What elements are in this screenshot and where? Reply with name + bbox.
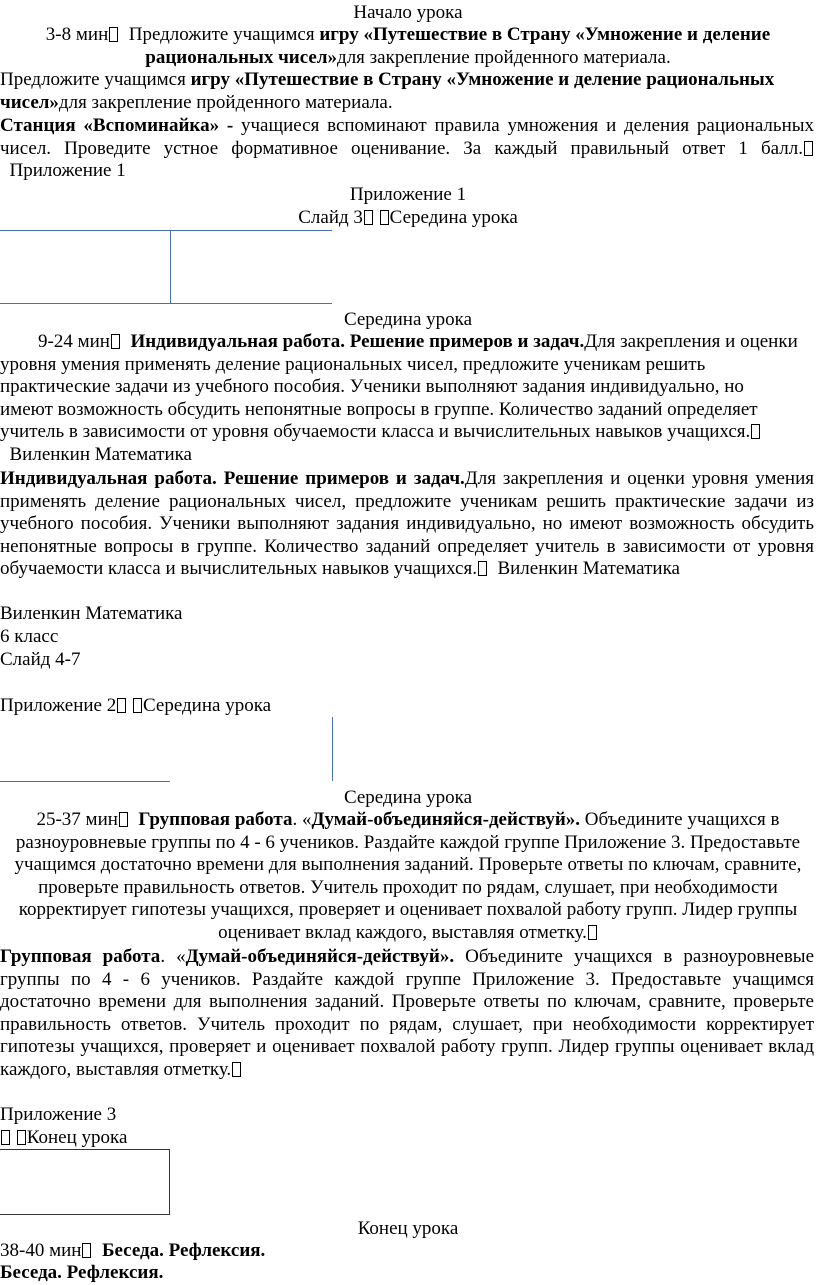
table-rule	[0, 303, 332, 304]
mid2-detail: Групповая работа. «Думай-объединяйся-действуй». Объедините учащихся в разноуровневые группы по 4 - 6 учеников. Раздайте каждой группе Приложение 3. Предоставьте учащимся достаточно времени для выполнения заданий. Проверьте ответы по ключам, сравните, проверьте правильность ответов. Учитель проходит по рядам, слушает, при необходимости корректирует гипотезы учащихся, проверяет и оценивает похвалой работу групп. Лидер группы оценивает вклад каждого, выставляя отметку.	[0, 946, 815, 1080]
placeholder-glyph-icon	[588, 925, 597, 940]
placeholder-glyph-icon	[804, 141, 813, 156]
end-summary: 38-40 мин Беседа. Рефлексия.	[0, 1240, 266, 1261]
start-detail: Предложите учащимся игру «Путешествие в Страну «Умножение и деление рациональных чисел»для закрепление пройденного материала.	[0, 69, 775, 113]
slides-line: Слайд 4-7	[0, 649, 81, 670]
placeholder-glyph-icon	[117, 698, 126, 713]
placeholder-glyph-icon	[82, 1243, 91, 1258]
placeholder-glyph-icon	[751, 424, 760, 439]
grade-line: 6 класс	[0, 626, 59, 647]
placeholder-glyph-icon	[380, 210, 389, 225]
table-rule	[0, 781, 170, 782]
start-summary: 3-8 мин Предложите учащимся игру «Путешествие в Страну «Умножение и деление рациональных чисел»для закрепление пройденного материала.	[45, 24, 771, 68]
table-cell-box	[0, 1149, 170, 1215]
table-divider	[170, 230, 171, 303]
section-heading-mid-2: Середина урока	[343, 787, 473, 808]
placeholder-glyph-icon	[111, 334, 120, 349]
mid2-summary: 25-37 мин Групповая работа. «Думай-объединяйся-действуй». Объедините учащихся в разноуровневые группы по 4 - 6 учеников. Раздайте каждой группе Приложение 3. Предоставьте учащимся достаточно времени для выполнения заданий. Проверьте ответы по ключам, сравните, проверьте правильность ответов. Учитель проходит по рядам, слушает, при необходимости корректирует гипотезы учащихся, проверяет и оценивает похвалой работу групп. Лидер группы оценивает вклад каждого, выставляя отметку.	[14, 809, 802, 943]
section-heading-start: Начало урока	[353, 2, 463, 23]
section-heading-mid-1: Середина урока	[343, 309, 473, 330]
placeholder-glyph-icon	[1, 1130, 10, 1145]
slide-3-line: Слайд 3 Середина урока	[298, 207, 518, 228]
placeholder-glyph-icon	[17, 1130, 26, 1145]
appendix-1-label: Приложение 1	[349, 184, 467, 205]
placeholder-glyph-icon	[109, 27, 118, 42]
placeholder-glyph-icon	[119, 812, 128, 827]
end-detail: Беседа. Рефлексия.	[0, 1262, 164, 1283]
end-line: Конец урока	[0, 1127, 816, 1150]
mid1-detail: Индивидуальная работа. Решение примеров и задач.Для закрепления и оценки уровня умения применять деление рациональных чисел, предложите ученикам решить практические задачи из учебного пособия. Ученики выполняют задания индивидуально, но имеют возможность обсудить непонятные вопросы в группе. Количество заданий определяет учитель в зависимости от уровня обучаемости класса и вычислительных навыков учащихся. Виленкин Математика	[0, 468, 815, 579]
table-divider	[332, 717, 333, 781]
station-paragraph: Станция «Вспоминайка» - учащиеся вспоминают правила умножения и деления рациональных чисел. Проведите устное формативное оценивание. За каждый правильный ответ 1 балл. Приложение 1	[0, 115, 814, 181]
mid1-summary: 9-24 мин Индивидуальная работа. Решение примеров и задач.Для закрепления и оценки уровня умения применять деление рациональных чисел, предложите ученикам решить практические задачи из учебного пособия. Ученики выполняют задания индивидуально, но имеют возможность обсудить непонятные вопросы в группе. Количество заданий определяет учитель в зависимости от уровня обучаемости класса и вычислительных навыков учащихся. Виленкин Математика	[0, 331, 798, 465]
appendix-3-line: Приложение 3	[0, 1104, 117, 1125]
placeholder-glyph-icon	[364, 210, 373, 225]
placeholder-glyph-icon	[133, 698, 142, 713]
appendix-2-line: Приложение 2 Середина урока	[0, 695, 272, 716]
placeholder-glyph-icon	[478, 561, 487, 576]
section-heading-end: Конец урока	[357, 1218, 459, 1239]
source-line: Виленкин Математика	[0, 603, 183, 624]
placeholder-glyph-icon	[232, 1062, 241, 1077]
table-rule	[0, 230, 332, 231]
